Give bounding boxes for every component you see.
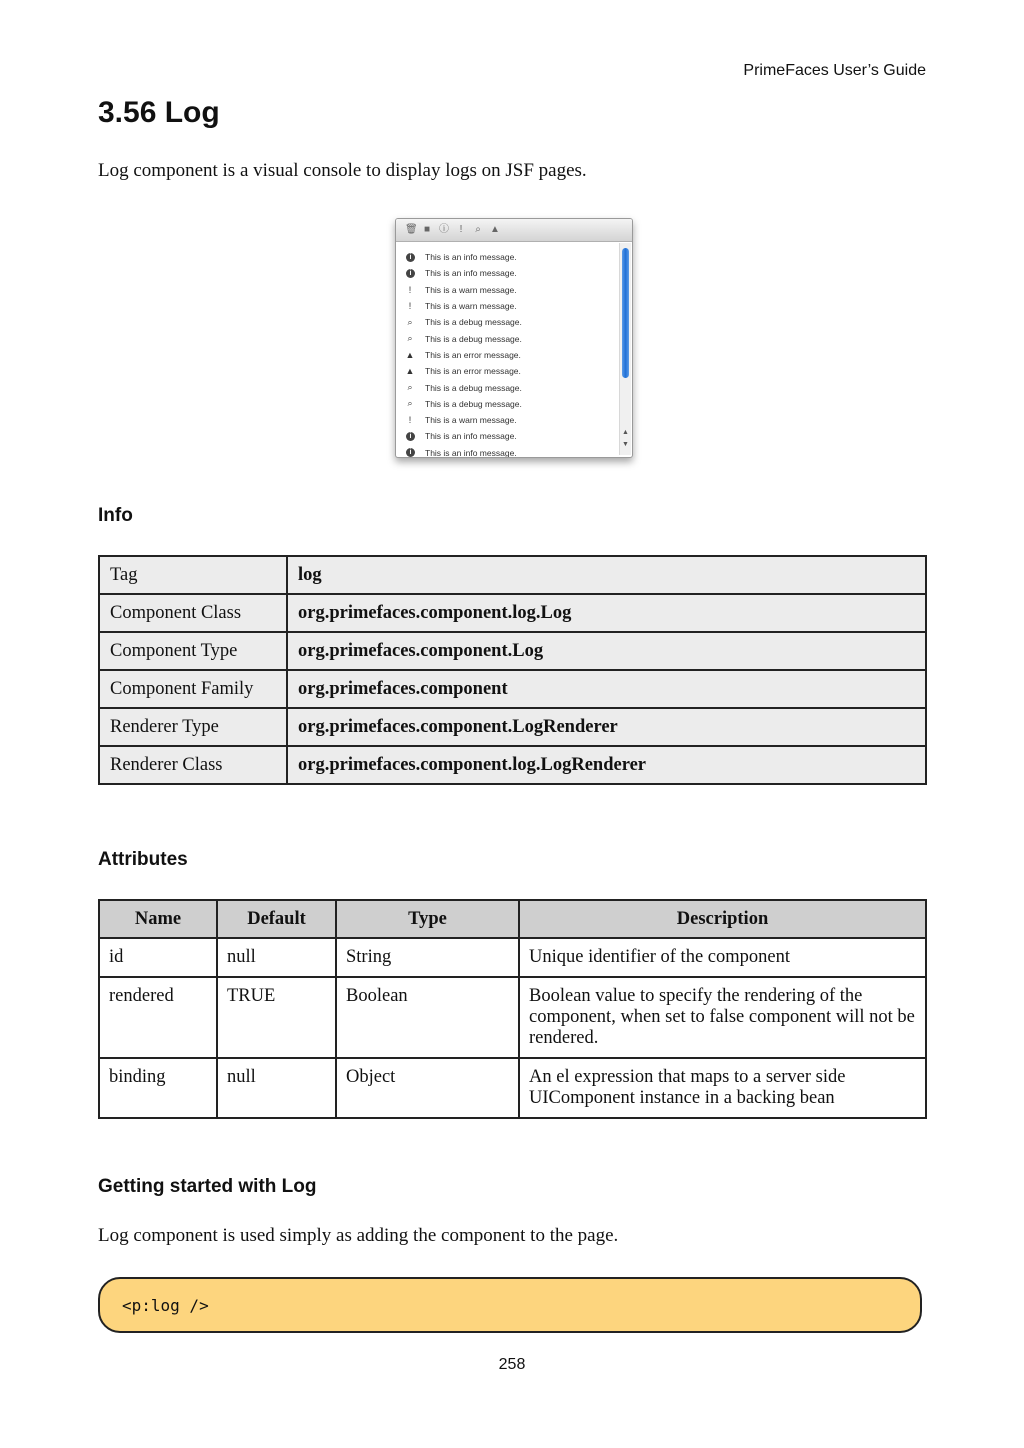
getting-started-paragraph: Log component is used simply as adding the component to the page.	[98, 1225, 619, 1246]
column-header-description: Description	[519, 900, 926, 938]
debug-icon: ⌕	[407, 316, 413, 327]
log-entry-text: This is an error message.	[425, 366, 521, 377]
scroll-up-icon: ▲	[622, 429, 629, 436]
info-key: Renderer Class	[99, 746, 287, 784]
error-icon: ▲	[405, 349, 415, 360]
info-value: org.primefaces.component.LogRenderer	[287, 708, 926, 746]
log-entry-text: This is an error message.	[425, 349, 521, 360]
info-value: org.primefaces.component.Log	[287, 632, 926, 670]
info-value: org.primefaces.component	[287, 670, 926, 708]
log-toolbar	[396, 219, 632, 242]
info-row	[99, 594, 926, 632]
attribute-name: binding	[99, 1058, 217, 1118]
log-entry-text: This is a warn message.	[425, 301, 517, 312]
error-icon: ▲	[490, 224, 500, 235]
log-entry-text: This is a debug message.	[425, 398, 522, 409]
info-row	[99, 632, 926, 670]
scrollbar-thumb	[622, 248, 629, 378]
code-example	[98, 1277, 922, 1333]
attribute-name: rendered	[99, 977, 217, 1058]
log-entry	[396, 249, 616, 265]
info-key: Tag	[99, 556, 287, 594]
info-value: org.primefaces.component.log.LogRenderer	[287, 746, 926, 784]
debug-icon: ⌕	[475, 224, 481, 235]
log-entry	[396, 330, 616, 346]
info-icon: ⓘ	[439, 224, 449, 235]
attribute-type: Boolean	[336, 977, 519, 1058]
log-entry	[396, 428, 616, 444]
running-header: PrimeFaces User’s Guide	[743, 62, 926, 79]
log-console-figure	[395, 218, 633, 458]
attribute-row	[99, 938, 926, 977]
warn-icon: !	[408, 301, 412, 312]
info-value: log	[287, 556, 926, 594]
getting-started-heading: Getting started with Log	[98, 1176, 317, 1197]
attribute-type: Object	[336, 1058, 519, 1118]
warn-icon: !	[408, 415, 412, 426]
info-value: org.primefaces.component.log.Log	[287, 594, 926, 632]
info-table	[98, 555, 927, 785]
log-entry	[396, 396, 616, 412]
trash-icon: 🗑	[405, 224, 418, 235]
log-entry	[396, 412, 616, 428]
log-scrollbar	[619, 243, 631, 455]
log-entry-text: This is an info message.	[425, 447, 517, 458]
attribute-type: String	[336, 938, 519, 977]
intro-paragraph: Log component is a visual console to display logs on JSF pages.	[98, 160, 587, 181]
info-icon: i	[406, 448, 415, 457]
code-text: <p:log />	[122, 1295, 209, 1315]
info-row	[99, 556, 926, 594]
log-entry	[396, 298, 616, 314]
column-header-name: Name	[99, 900, 217, 938]
attributes-table	[98, 899, 927, 1119]
info-key: Component Family	[99, 670, 287, 708]
log-entry-text: This is a warn message.	[425, 284, 517, 295]
log-entry-text: This is a warn message.	[425, 415, 517, 426]
log-entry	[396, 445, 616, 458]
attribute-description: Unique identifier of the component	[519, 938, 926, 977]
log-entry-text: This is a debug message.	[425, 333, 522, 344]
stop-icon: ■	[423, 224, 431, 235]
log-entry-list	[396, 249, 616, 458]
section-title: 3.56 Log	[98, 96, 220, 129]
log-entry	[396, 347, 616, 363]
log-entry-text: This is an info message.	[425, 431, 517, 442]
attribute-default: null	[217, 938, 336, 977]
attribute-default: TRUE	[217, 977, 336, 1058]
column-header-default: Default	[217, 900, 336, 938]
debug-icon: ⌕	[407, 333, 413, 344]
log-entry-text: This is a debug message.	[425, 317, 522, 328]
warn-icon: !	[459, 224, 463, 235]
log-entry-text: This is an info message.	[425, 252, 517, 263]
info-key: Component Class	[99, 594, 287, 632]
info-key: Renderer Type	[99, 708, 287, 746]
warn-icon: !	[408, 284, 412, 295]
debug-icon: ⌕	[407, 398, 413, 409]
info-icon: i	[406, 269, 415, 278]
attribute-default: null	[217, 1058, 336, 1118]
attribute-description: An el expression that maps to a server side UIComponent instance in a backing bean	[519, 1058, 926, 1118]
attribute-name: id	[99, 938, 217, 977]
info-key: Component Type	[99, 632, 287, 670]
info-row	[99, 670, 926, 708]
info-icon: i	[406, 253, 415, 262]
error-icon: ▲	[405, 366, 415, 377]
log-entry	[396, 379, 616, 395]
info-icon: i	[406, 432, 415, 441]
info-heading: Info	[98, 505, 133, 526]
column-header-type: Type	[336, 900, 519, 938]
log-entry	[396, 265, 616, 281]
attribute-row	[99, 1058, 926, 1118]
info-row	[99, 708, 926, 746]
log-entry	[396, 282, 616, 298]
attribute-description: Boolean value to specify the rendering of the component, when set to false component will not be rendered.	[519, 977, 926, 1058]
attribute-row	[99, 977, 926, 1058]
attributes-heading: Attributes	[98, 849, 188, 870]
info-row	[99, 746, 926, 784]
debug-icon: ⌕	[407, 382, 413, 393]
page-number: 258	[498, 1356, 526, 1373]
log-entry	[396, 363, 616, 379]
log-entry-text: This is an info message.	[425, 268, 517, 279]
scroll-down-icon: ▼	[622, 441, 629, 448]
log-entry	[396, 314, 616, 330]
log-entry-text: This is a debug message.	[425, 382, 522, 393]
